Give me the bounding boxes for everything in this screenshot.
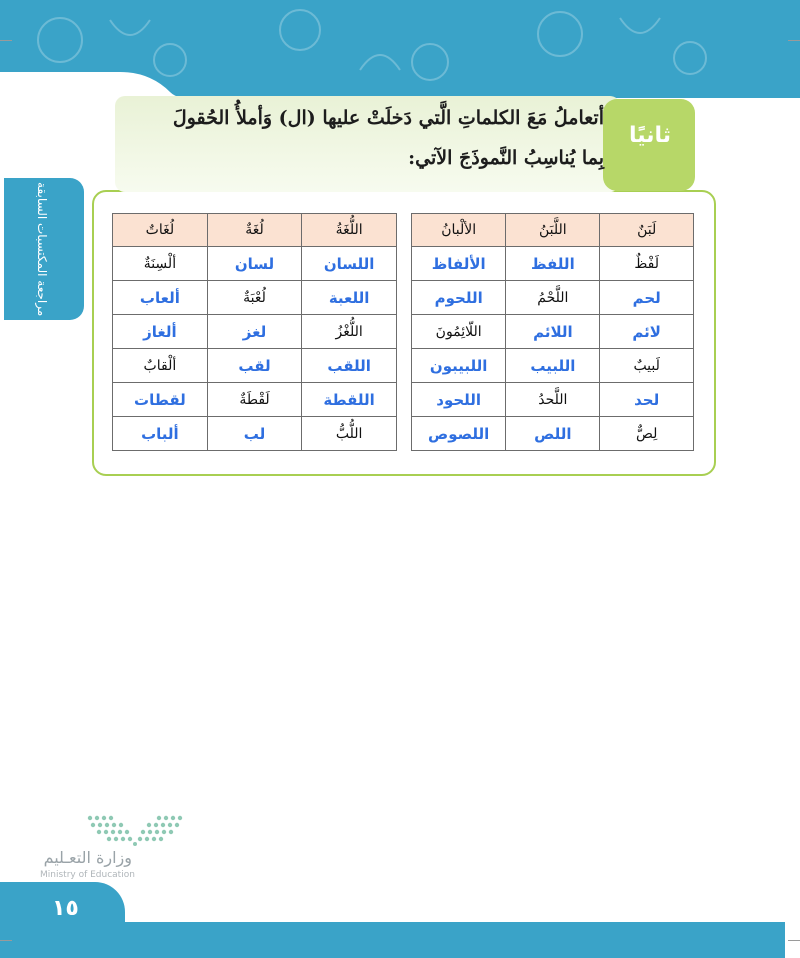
table-cell: ألباب xyxy=(113,417,208,451)
table-cell: لب xyxy=(207,417,301,451)
table-cell: اللَّحْمُ xyxy=(506,281,600,315)
table-cell: لائم xyxy=(600,315,694,349)
crop-mark xyxy=(788,940,800,941)
table-cell: لسان xyxy=(207,247,301,281)
table-cell: ألْسِنَةٌ xyxy=(113,247,208,281)
table-cell: اللّائِمُونَ xyxy=(412,315,506,349)
table-row xyxy=(412,315,694,349)
table-cell: ألغاز xyxy=(113,315,208,349)
table-row xyxy=(113,417,397,451)
column-header: اللَّبَنُ xyxy=(506,214,600,247)
table-row xyxy=(113,281,397,315)
table-cell: اللُّبُّ xyxy=(302,417,397,451)
ministry-name-arabic: وزارة التعـليم xyxy=(43,848,132,867)
table-cell: لحد xyxy=(600,383,694,417)
table-header-row xyxy=(412,214,694,247)
table-cell: اللعبة xyxy=(302,281,397,315)
instruction-text xyxy=(112,98,604,178)
column-header: لُغَةٌ xyxy=(207,214,301,247)
instruction-line-1: أتعاملُ مَعَ الكلماتِ الَّتي دَخلَتْ عليها (ال) وَأملأُ الحُقولَ xyxy=(172,107,604,129)
table-cell: اللفظ xyxy=(506,247,600,281)
table-cell: اللقطة xyxy=(302,383,397,417)
table-cell: الألفاظ xyxy=(412,247,506,281)
crop-mark xyxy=(0,940,12,941)
table-cell: لَقْطَةٌ xyxy=(207,383,301,417)
table-cell: ألْقابٌ xyxy=(113,349,208,383)
table-cell: اللقب xyxy=(302,349,397,383)
table-cell: اللبيبون xyxy=(412,349,506,383)
column-header: لُغَاتٌ xyxy=(113,214,208,247)
table-cell: اللصوص xyxy=(412,417,506,451)
table-cell: لَفْظٌ xyxy=(600,247,694,281)
table-cell: اللُّغْزُ xyxy=(302,315,397,349)
table-cell: اللائم xyxy=(506,315,600,349)
table-cell: اللسان xyxy=(302,247,397,281)
column-header: الألْبانُ xyxy=(412,214,506,247)
table-cell: ألعاب xyxy=(113,281,208,315)
table-row xyxy=(412,247,694,281)
table-row xyxy=(113,383,397,417)
table-row xyxy=(113,349,397,383)
page-number: ١٥ xyxy=(52,896,79,921)
table-header-row xyxy=(113,214,397,247)
crop-mark xyxy=(788,40,800,41)
table-row xyxy=(412,281,694,315)
column-header: لَبَنٌ xyxy=(600,214,694,247)
table-right xyxy=(411,213,694,451)
table-cell: اللَّحدُ xyxy=(506,383,600,417)
table-cell: اللبيب xyxy=(506,349,600,383)
ministry-logo-icon xyxy=(85,812,185,846)
table-cell: اللحوم xyxy=(412,281,506,315)
crop-mark xyxy=(0,40,12,41)
column-header: اللُّغَةُ xyxy=(302,214,397,247)
table-cell: لَبيبٌ xyxy=(600,349,694,383)
table-row xyxy=(113,247,397,281)
table-cell: لغز xyxy=(207,315,301,349)
table-cell: اللحود xyxy=(412,383,506,417)
table-cell: لُعْبَةٌ xyxy=(207,281,301,315)
table-row xyxy=(412,417,694,451)
table-cell: لحم xyxy=(600,281,694,315)
section-badge-label: ثانيًا xyxy=(628,122,672,148)
side-tab-label: مراجعة المكتسبات السابقة xyxy=(35,181,49,317)
table-row xyxy=(412,383,694,417)
ministry-name-english: Ministry of Education xyxy=(40,870,135,880)
table-cell: لقب xyxy=(207,349,301,383)
table-row xyxy=(113,315,397,349)
table-cell: اللص xyxy=(506,417,600,451)
header-curve xyxy=(0,0,800,100)
table-row xyxy=(412,349,694,383)
table-cell: لِصٌّ xyxy=(600,417,694,451)
table-cell: لقطات xyxy=(113,383,208,417)
instruction-line-2: بِما يُناسِبُ النَّموذَجَ الآتي: xyxy=(408,147,604,169)
table-left xyxy=(112,213,397,451)
